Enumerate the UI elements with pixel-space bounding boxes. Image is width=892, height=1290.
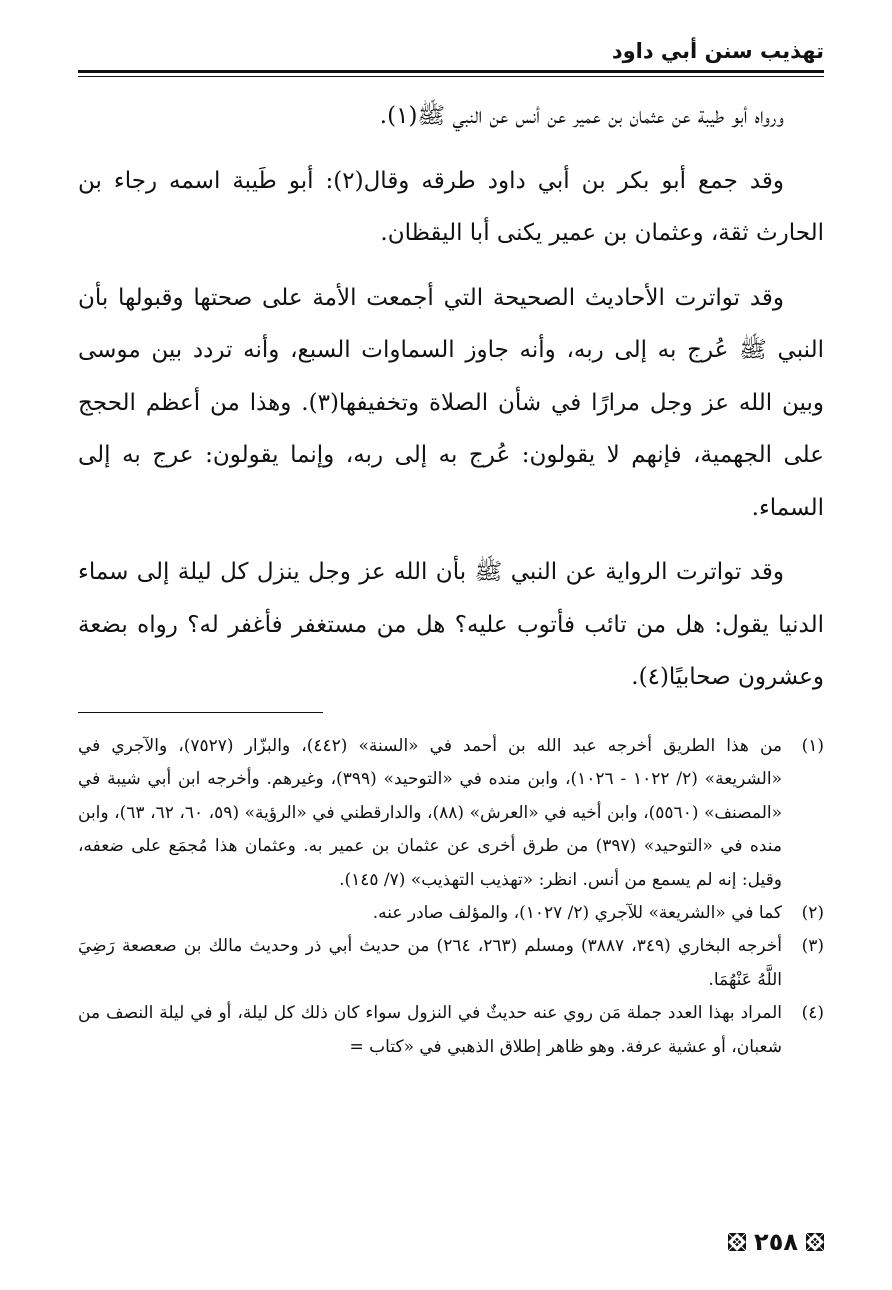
footnote-2	[78, 897, 824, 930]
running-header	[78, 36, 824, 66]
footnote-text: من هذا الطريق أخرجه عبد الله بن أحمد في «السنة» (٤٤٢)، والبزّار (٧٥٢٧)، والآجري في «الشريعة» (٢/ ١٠٢٢ - ١٠٢٦)، وابن منده في «التوحيد» (٣٩٩)، وغيرهم. وأخرجه ابن أبي شيبة في «المصنف» (٥٥٦٠)، وابن أخيه في «العرش» (٨٨)، والدارقطني في «الرؤية» (٥٩، ٦٠، ٦٢، ٦٣)، وابن منده في «التوحيد» (٣٩٧) من طرق أخرى عن عثمان بن عمير به. وعثمان هذا مُجمَع على ضعفه، وقيل: إنه لم يسمع من أنس. انظر: «تهذيب التهذيب» (٧/ ١٤٥).	[78, 736, 783, 890]
footnote-number: (٢)	[801, 903, 824, 924]
footnote-text: كما في «الشريعة» للآجري (٢/ ١٠٢٧)، والمؤلف صادر عنه.	[372, 903, 782, 924]
paragraph: ورواه أبو طيبة عن عثمان بن عمير عن أنس عن النبي ﷺ(١).	[379, 103, 784, 129]
paragraph: وقد جمع أبو بكر بن أبي داود طرقه وقال(٢): أبو طَيبة اسمه رجاء بن الحارث ثقة، وعثمان بن عمير يكنى أبا اليقظان.	[78, 167, 824, 246]
page-number: ٢٥٨	[754, 1228, 798, 1256]
footnote-text: المراد بهذا العدد جملة مَن روي عنه حديثٌ في النزول سواء كان ذلك كل ليلة، أو في ليلة النصف من شعبان، أو عشية عرفة. وهو ظاهر إطلاق الذهبي في «كتاب =	[78, 1003, 782, 1057]
footnote-number: (١)	[801, 736, 824, 756]
footnote-separator	[78, 712, 323, 713]
page-number-block	[728, 1222, 824, 1262]
ornament-icon	[728, 1233, 746, 1251]
footnote-number: (٣)	[801, 936, 824, 957]
main-text	[78, 90, 824, 716]
footnote-3	[78, 930, 824, 997]
book-title: تهذيب سنن أبي داود	[611, 39, 824, 63]
footnotes	[78, 730, 824, 1064]
footnote-1	[78, 730, 824, 897]
header-rule-thin	[78, 76, 824, 77]
ornament-icon	[806, 1233, 824, 1251]
footnote-text: أخرجه البخاري (٣٤٩، ٣٨٨٧) ومسلم (٢٦٣، ٢٦٤) من حديث أبي ذر وحديث مالك بن صعصعة رَضِيَ اللَّهُ عَنْهُمَا.	[78, 936, 782, 990]
paragraph: وقد تواترت الرواية عن النبي ﷺ بأن الله عز وجل ينزل كل ليلة إلى سماء الدنيا يقول: هل من تائب فأتوب عليه؟ هل من مستغفر فأغفر له؟ رواه بضعة وعشرون صحابيًا(٤).	[78, 559, 824, 690]
footnote-4	[78, 997, 824, 1064]
paragraph: وقد تواترت الأحاديث الصحيحة التي أجمعت الأمة على صحتها وقبولها بأن النبي ﷺ عُرج به إلى ربه، وأنه جاوز السماوات السبع، وأنه تردد بين موسى وبين الله عز وجل مرارًا في شأن الصلاة وتخفيفها(٣). وهذا من أعظم الحجج على الجهمية، فإنهم لا يقولون: عُرج به إلى ربه، وإنما يقولون: عرج به إلى السماء.	[78, 284, 825, 521]
book-page	[78, 0, 824, 1290]
footnote-number: (٤)	[801, 1003, 824, 1024]
header-rule-thick	[78, 70, 824, 73]
